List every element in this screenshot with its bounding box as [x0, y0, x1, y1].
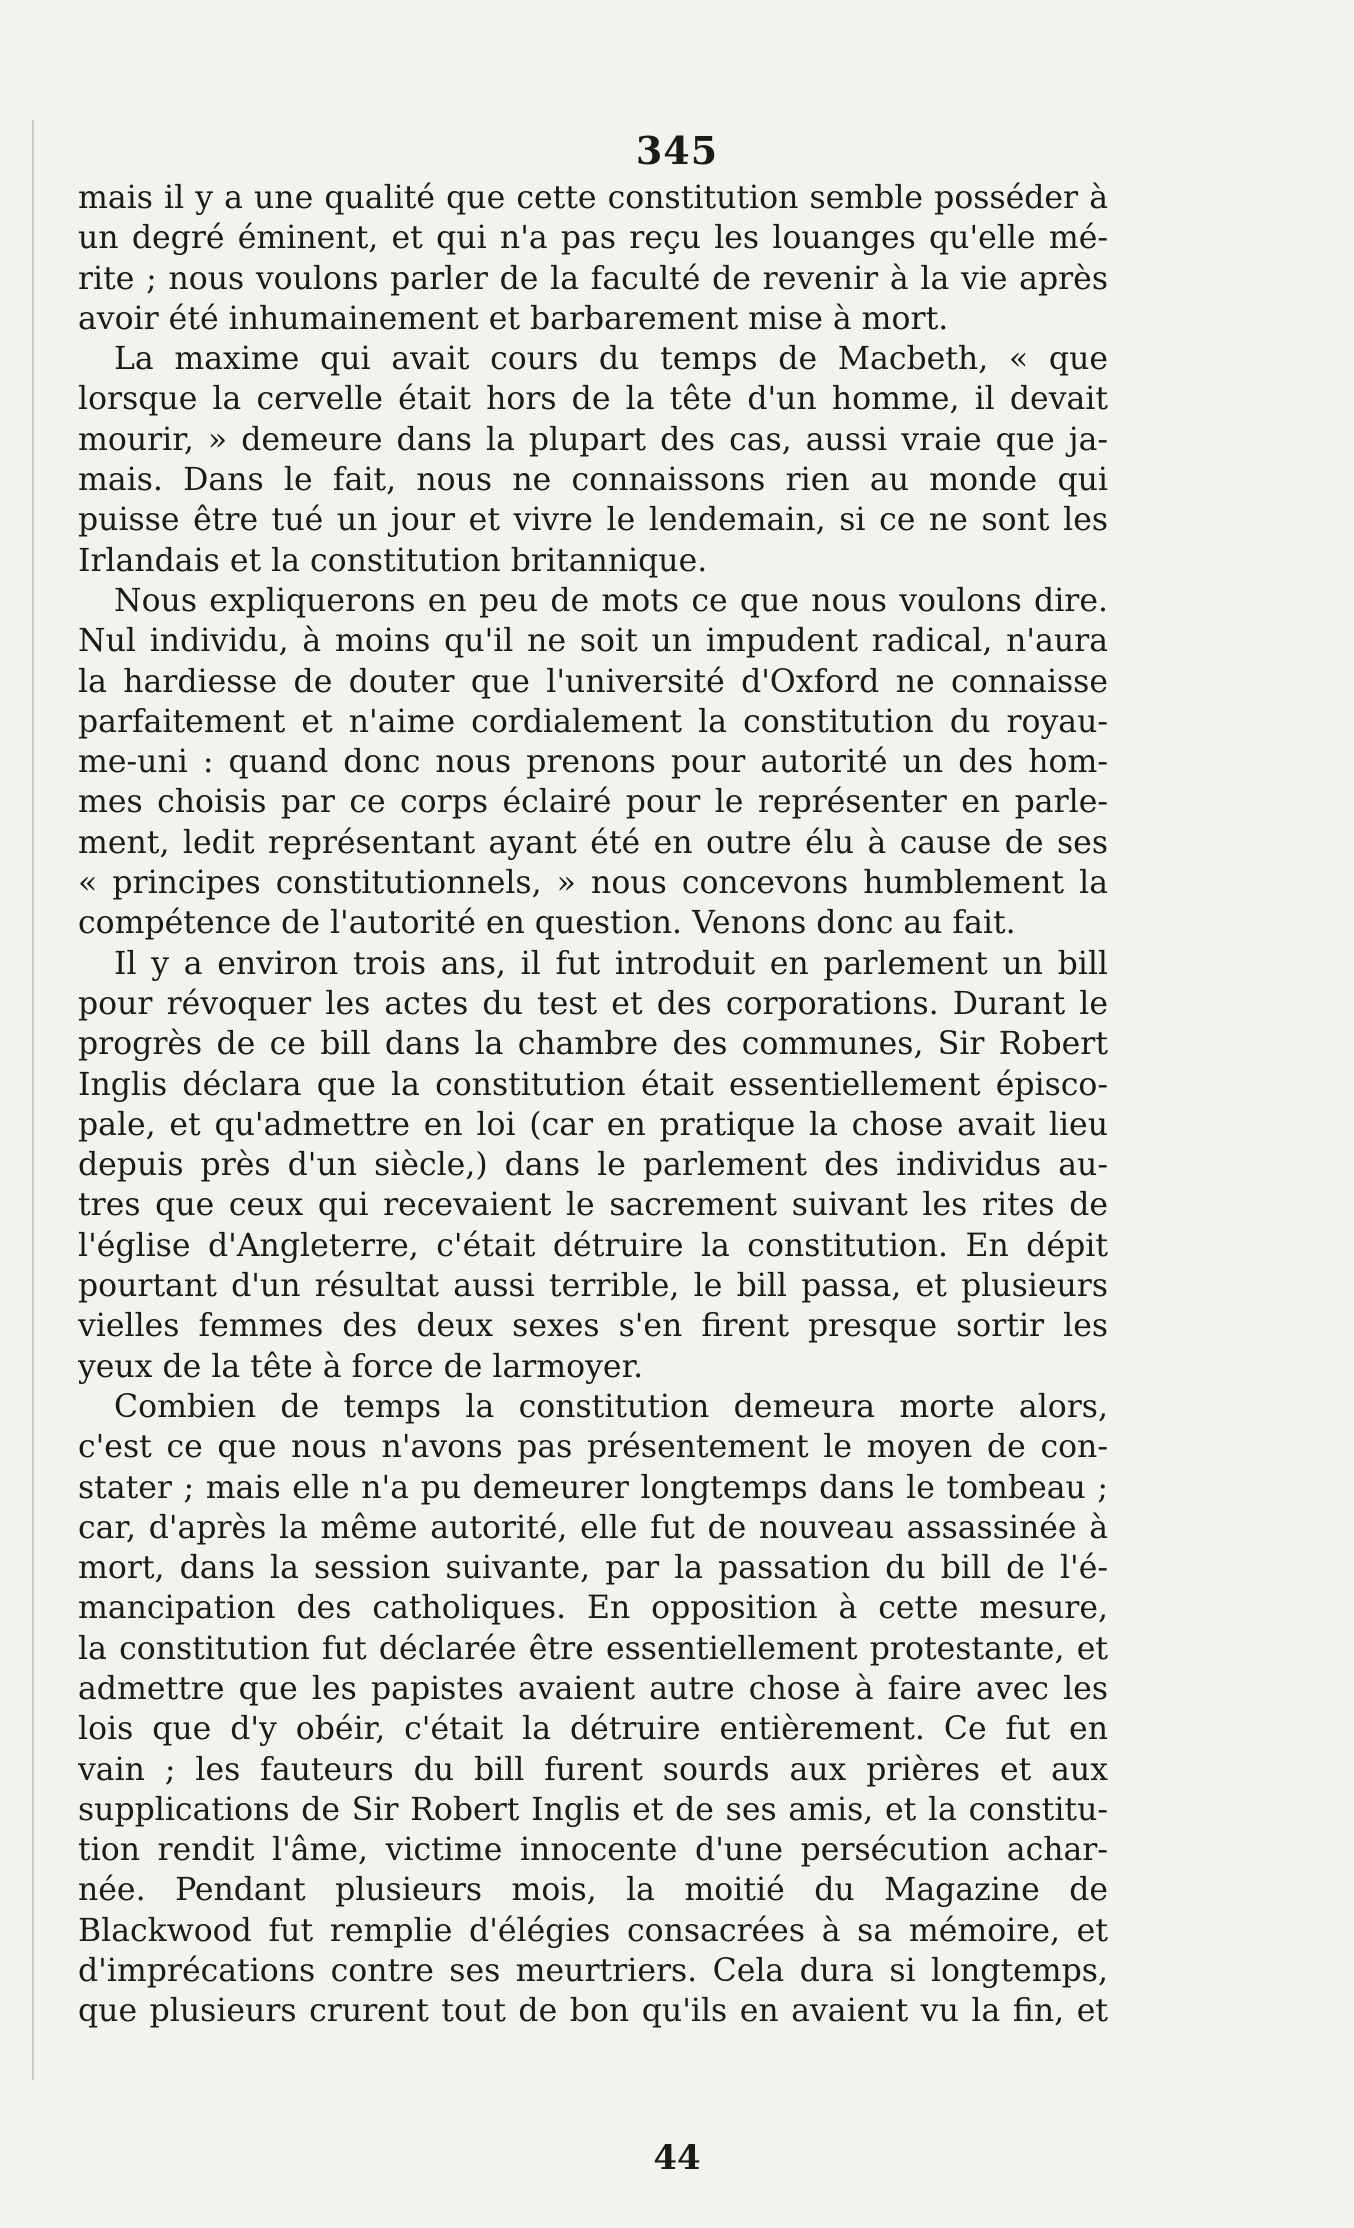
- text-line: parfaitement et n'aime cordialement la constitution du royau-: [78, 703, 1108, 740]
- signature-mark: 44: [653, 2138, 701, 2178]
- text-line: mort, dans la session suivante, par la passation du bill de l'é-: [78, 1550, 1108, 1587]
- text-line: stater ; mais elle n'a pu demeurer longtemps dans le tombeau ;: [78, 1469, 1108, 1506]
- gutter-shadow: [32, 120, 34, 2080]
- text-line: vielles femmes des deux sexes s'en firent presque sortir les: [78, 1308, 1108, 1345]
- text-line: Irlandais et la constitution britannique.: [78, 542, 708, 579]
- text-line: mancipation des catholiques. En opposition à cette mesure,: [78, 1590, 1108, 1627]
- text-line: compétence de l'autorité en question. Venons donc au fait.: [78, 905, 1016, 942]
- text-line: « principes constitutionnels, » nous concevons humblement la: [78, 865, 1108, 902]
- text-line: mourir, » demeure dans la plupart des cas, aussi vraie que ja-: [78, 421, 1108, 458]
- text-line: un degré éminent, et qui n'a pas reçu les louanges qu'elle mé-: [78, 220, 1108, 257]
- text-line: Combien de temps la constitution demeura morte alors,: [114, 1388, 1108, 1425]
- text-line: pale, et qu'admettre en loi (car en pratique la chose avait lieu: [78, 1106, 1108, 1143]
- text-line: yeux de la tête à force de larmoyer.: [78, 1348, 644, 1385]
- text-line: me-uni : quand donc nous prenons pour autorité un des hom-: [78, 744, 1108, 781]
- text-line: d'imprécations contre ses meurtriers. Cela dura si longtemps,: [78, 1953, 1108, 1990]
- text-line: Inglis déclara que la constitution était essentiellement épisco-: [78, 1066, 1108, 1103]
- text-line: La maxime qui avait cours du temps de Macbeth, « que: [114, 341, 1108, 378]
- text-line: la hardiesse de douter que l'université d'Oxford ne connaisse: [78, 663, 1108, 700]
- text-line: depuis près d'un siècle,) dans le parlement des individus au-: [78, 1147, 1108, 1184]
- text-line: lois que d'y obéir, c'était la détruire entièrement. Ce fut en: [78, 1711, 1108, 1748]
- text-line: vain ; les fauteurs du bill furent sourds aux prières et aux: [78, 1751, 1108, 1788]
- text-line: pourtant d'un résultat aussi terrible, le bill passa, et plusieurs: [78, 1268, 1108, 1305]
- text-line: car, d'après la même autorité, elle fut de nouveau assassinée à: [78, 1509, 1108, 1546]
- text-line: que plusieurs crurent tout de bon qu'ils en avaient vu la fin, et: [78, 1993, 1108, 2030]
- text-line: tion rendit l'âme, victime innocente d'une persécution achar-: [78, 1832, 1108, 1869]
- text-line: mes choisis par ce corps éclairé pour le représenter en parle-: [78, 784, 1108, 821]
- text-line: rite ; nous voulons parler de la faculté de revenir à la vie après: [78, 260, 1108, 297]
- text-line: puisse être tué un jour et vivre le lendemain, si ce ne sont les: [78, 502, 1108, 539]
- body-text: [78, 178, 1108, 2032]
- text-line: lorsque la cervelle était hors de la tête d'un homme, il devait: [78, 381, 1108, 418]
- text-line: née. Pendant plusieurs mois, la moitié du Magazine de: [78, 1872, 1108, 1909]
- text-line: mais il y a une qualité que cette constitution semble posséder à: [78, 180, 1108, 216]
- text-line: Blackwood fut remplie d'élégies consacrées à sa mémoire, et: [78, 1912, 1108, 1949]
- text-line: Nul individu, à moins qu'il ne soit un impudent radical, n'aura: [78, 623, 1108, 660]
- text-line: c'est ce que nous n'avons pas présentement le moyen de con-: [78, 1429, 1108, 1466]
- text-line: la constitution fut déclarée être essentiellement protestante, et: [78, 1630, 1108, 1667]
- text-line: Nous expliquerons en peu de mots ce que nous voulons dire.: [114, 582, 1108, 619]
- text-line: admettre que les papistes avaient autre chose à faire avec les: [78, 1670, 1108, 1707]
- text-line: avoir été inhumainement et barbarement mise à mort.: [78, 300, 949, 337]
- page-number: 345: [635, 128, 719, 173]
- text-line: Il y a environ trois ans, il fut introduit en parlement un bill: [114, 945, 1108, 982]
- text-line: mais. Dans le fait, nous ne connaissons rien au monde qui: [78, 462, 1108, 499]
- text-line: tres que ceux qui recevaient le sacrement suivant les rites de: [78, 1187, 1108, 1224]
- text-line: supplications de Sir Robert Inglis et de ses amis, et la constitu-: [78, 1791, 1108, 1828]
- text-line: ment, ledit représentant ayant été en outre élu à cause de ses: [78, 824, 1108, 861]
- text-line: progrès de ce bill dans la chambre des communes, Sir Robert: [78, 1026, 1108, 1063]
- text-line: l'église d'Angleterre, c'était détruire la constitution. En dépit: [78, 1227, 1108, 1264]
- text-line: pour révoquer les actes du test et des corporations. Durant le: [78, 985, 1108, 1022]
